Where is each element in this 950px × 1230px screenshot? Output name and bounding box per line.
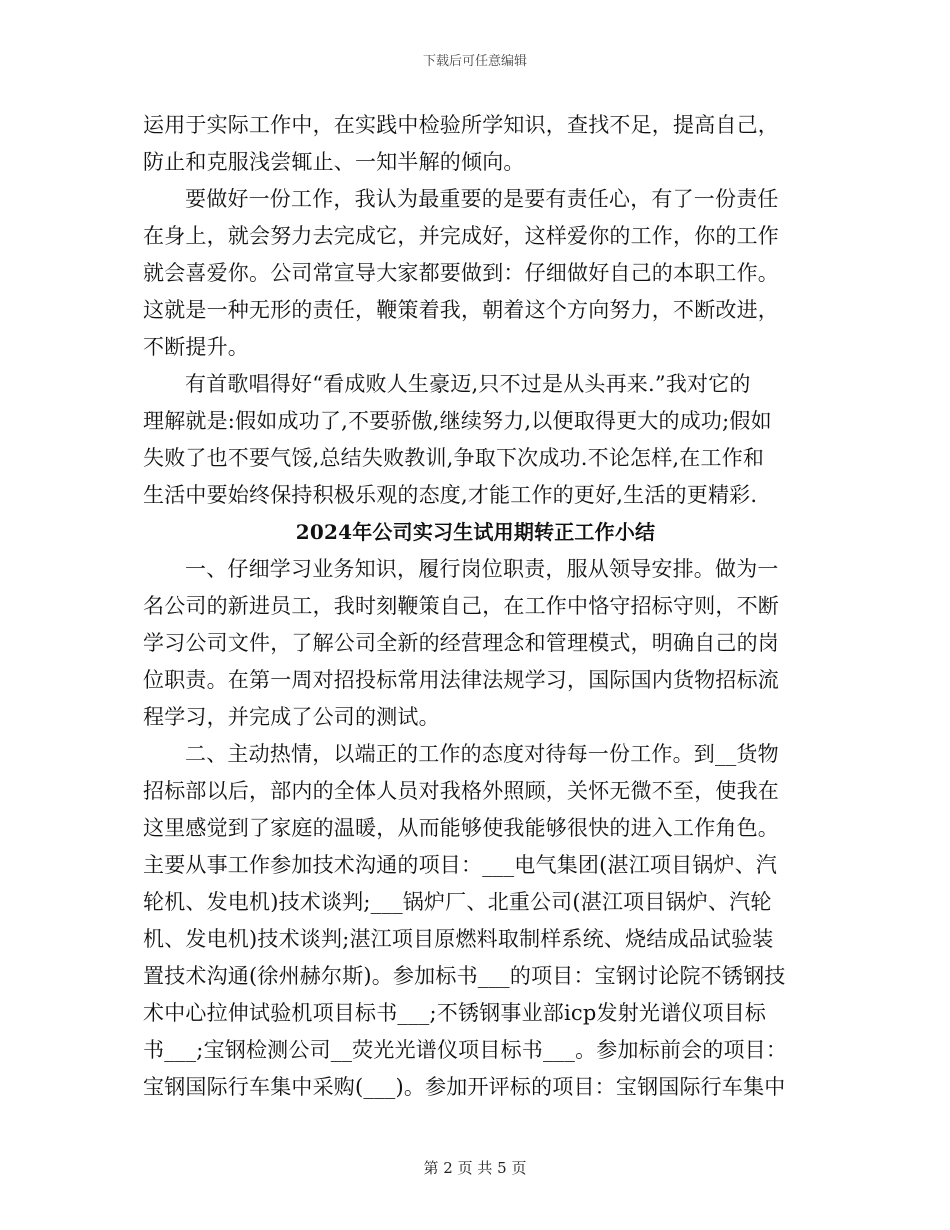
- text-line: 机、发电机)技术谈判;湛江项目原燃料取制样系统、烧结成品试验装: [143, 927, 774, 951]
- text-line: 置技术沟通(徐州赫尔斯)。参加标书___的项目：宝钢讨论院不锈钢技: [143, 964, 786, 988]
- page-header: 下载后可任意编辑: [422, 54, 527, 69]
- text-line: 主要从事工作参加技术沟通的项目：___电气集团(湛江项目锅炉、汽: [143, 853, 778, 877]
- text-line: 不断提升。: [143, 335, 249, 359]
- text-line: 防止和克服浅尝辄止、一知半解的倾向。: [143, 150, 525, 174]
- text-line: 二、主动热情，以端正的工作的态度对待每一份工作。到__货物: [185, 742, 779, 766]
- text-line: 一、仔细学习业务知识，履行岗位职责，服从领导安排。做为一: [185, 557, 779, 581]
- section-title: 2024年公司实习生试用期转正工作小结: [295, 520, 656, 544]
- text-line: 生活中要始终保持积极乐观的态度,才能工作的更好,生活的更精彩.: [143, 483, 758, 507]
- text-line: 就会喜爱你。公司常宣导大家都要做到：仔细做好自己的本职工作。: [143, 261, 779, 285]
- text-line: 术中心拉伸试验机项目标书___;不锈钢事业部icp发射光谱仪项目标: [143, 1001, 767, 1025]
- text-line: 这里感觉到了家庭的温暖，从而能够使我能够很快的进入工作角色。: [143, 816, 779, 840]
- text-line: 这就是一种无形的责任，鞭策着我，朝着这个方向努力，不断改进，: [143, 298, 779, 322]
- text-line: 程学习，并完成了公司的测试。: [143, 705, 440, 729]
- text-line: 轮机、发电机)技术谈判;___锅炉厂、北重公司(湛江项目锅炉、汽轮: [143, 890, 772, 914]
- text-line: 在身上，就会努力去完成它，并完成好，这样爱你的工作，你的工作: [143, 224, 779, 248]
- text-line: 理解就是:假如成功了,不要骄傲,继续努力,以便取得更大的成功;假如: [143, 409, 772, 433]
- page-footer: 第 2 页 共 5 页: [423, 1159, 527, 1177]
- text-line: 运用于实际工作中，在实践中检验所学知识，查找不足，提高自己，: [143, 113, 779, 137]
- text-line: 学习公司文件，了解公司全新的经营理念和管理模式，明确自己的岗: [143, 631, 779, 655]
- text-line: 要做好一份工作，我认为最重要的是要有责任心，有了一份责任: [185, 187, 779, 211]
- text-line: 有首歌唱得好“看成败人生豪迈,只不过是从头再来.”我对它的: [185, 372, 751, 396]
- text-line: 书___;宝钢检测公司__荧光光谱仪项目标书___。参加标前会的项目：: [143, 1038, 788, 1062]
- document-body: [143, 107, 808, 1106]
- text-line: 位职责。在第一周对招投标常用法律法规学习，国际国内货物招标流: [143, 668, 779, 692]
- text-line: 招标部以后，部内的全体人员对我格外照顾，关怀无微不至，使我在: [143, 779, 779, 803]
- text-line: 失败了也不要气馁,总结失败教训,争取下次成功.不论怎样,在工作和: [143, 446, 765, 470]
- text-line: 宝钢国际行车集中采购(___)。参加开评标的项目：宝钢国际行车集中: [143, 1075, 786, 1099]
- text-line: 名公司的新进员工，我时刻鞭策自己，在工作中恪守招标守则，不断: [143, 594, 779, 618]
